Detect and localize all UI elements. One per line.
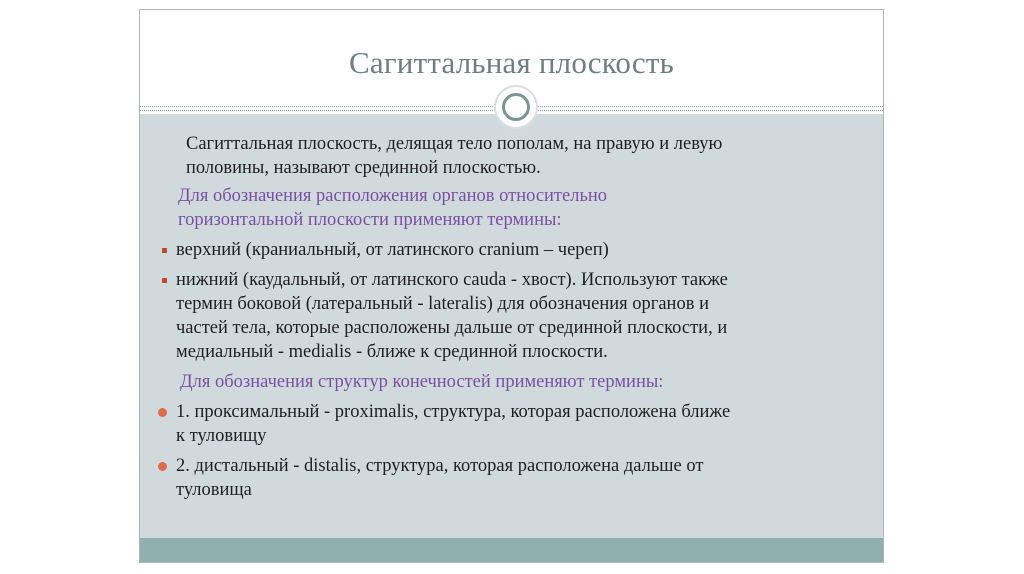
list-item-line: к туловищу xyxy=(176,426,267,446)
limbs-heading: Для обозначения структур конечностей применяют термины: xyxy=(180,372,664,392)
ring-ornament-icon xyxy=(494,85,538,129)
heading-line: Для обозначения расположения органов относительно xyxy=(178,186,608,206)
list-item-line: частей тела, которые расположены дальше от срединной плоскости, и xyxy=(176,318,728,338)
list-item-line: 1. проксимальный - proximalis, структура, которая расположена ближе xyxy=(176,402,731,422)
list-item-line: нижний (каудальный, от латинского cauda - хвост). Используют также xyxy=(176,270,728,290)
list-item-line: медиальный - medialis - ближе к срединной плоскости. xyxy=(176,342,608,362)
list-item-inferior xyxy=(162,268,862,364)
slide xyxy=(139,9,884,563)
intro-paragraph xyxy=(162,132,862,180)
round-bullet-icon xyxy=(158,408,167,417)
footer-band xyxy=(140,538,883,563)
square-bullet-icon xyxy=(162,278,167,283)
square-bullet-icon xyxy=(162,248,167,253)
intro-line: половины, называют срединной плоскостью. xyxy=(186,158,541,178)
list-item-line: 2. дистальный - distalis, структура, которая расположена дальше от xyxy=(176,456,704,476)
intro-line: Сагиттальная плоскость, делящая тело пополам, на правую и левую xyxy=(186,134,723,154)
list-item-superior xyxy=(162,238,862,262)
slide-body xyxy=(162,132,862,508)
list-item-line: туловища xyxy=(176,480,252,500)
list-item-line: термин боковой (латеральный - lateralis) для обозначения органов и xyxy=(176,294,709,314)
horizontal-plane-heading xyxy=(162,184,862,232)
list-item-line: верхний (краниальный, от латинского cranium – череп) xyxy=(176,240,609,260)
round-bullet-icon xyxy=(158,462,167,471)
slide-title: Сагиттальная плоскость xyxy=(349,45,674,80)
ring-ornament-inner xyxy=(502,93,530,121)
list-item-proximal xyxy=(162,400,862,448)
heading-line: горизонтальной плоскости применяют термины: xyxy=(178,210,562,230)
list-item-distal xyxy=(162,454,862,502)
